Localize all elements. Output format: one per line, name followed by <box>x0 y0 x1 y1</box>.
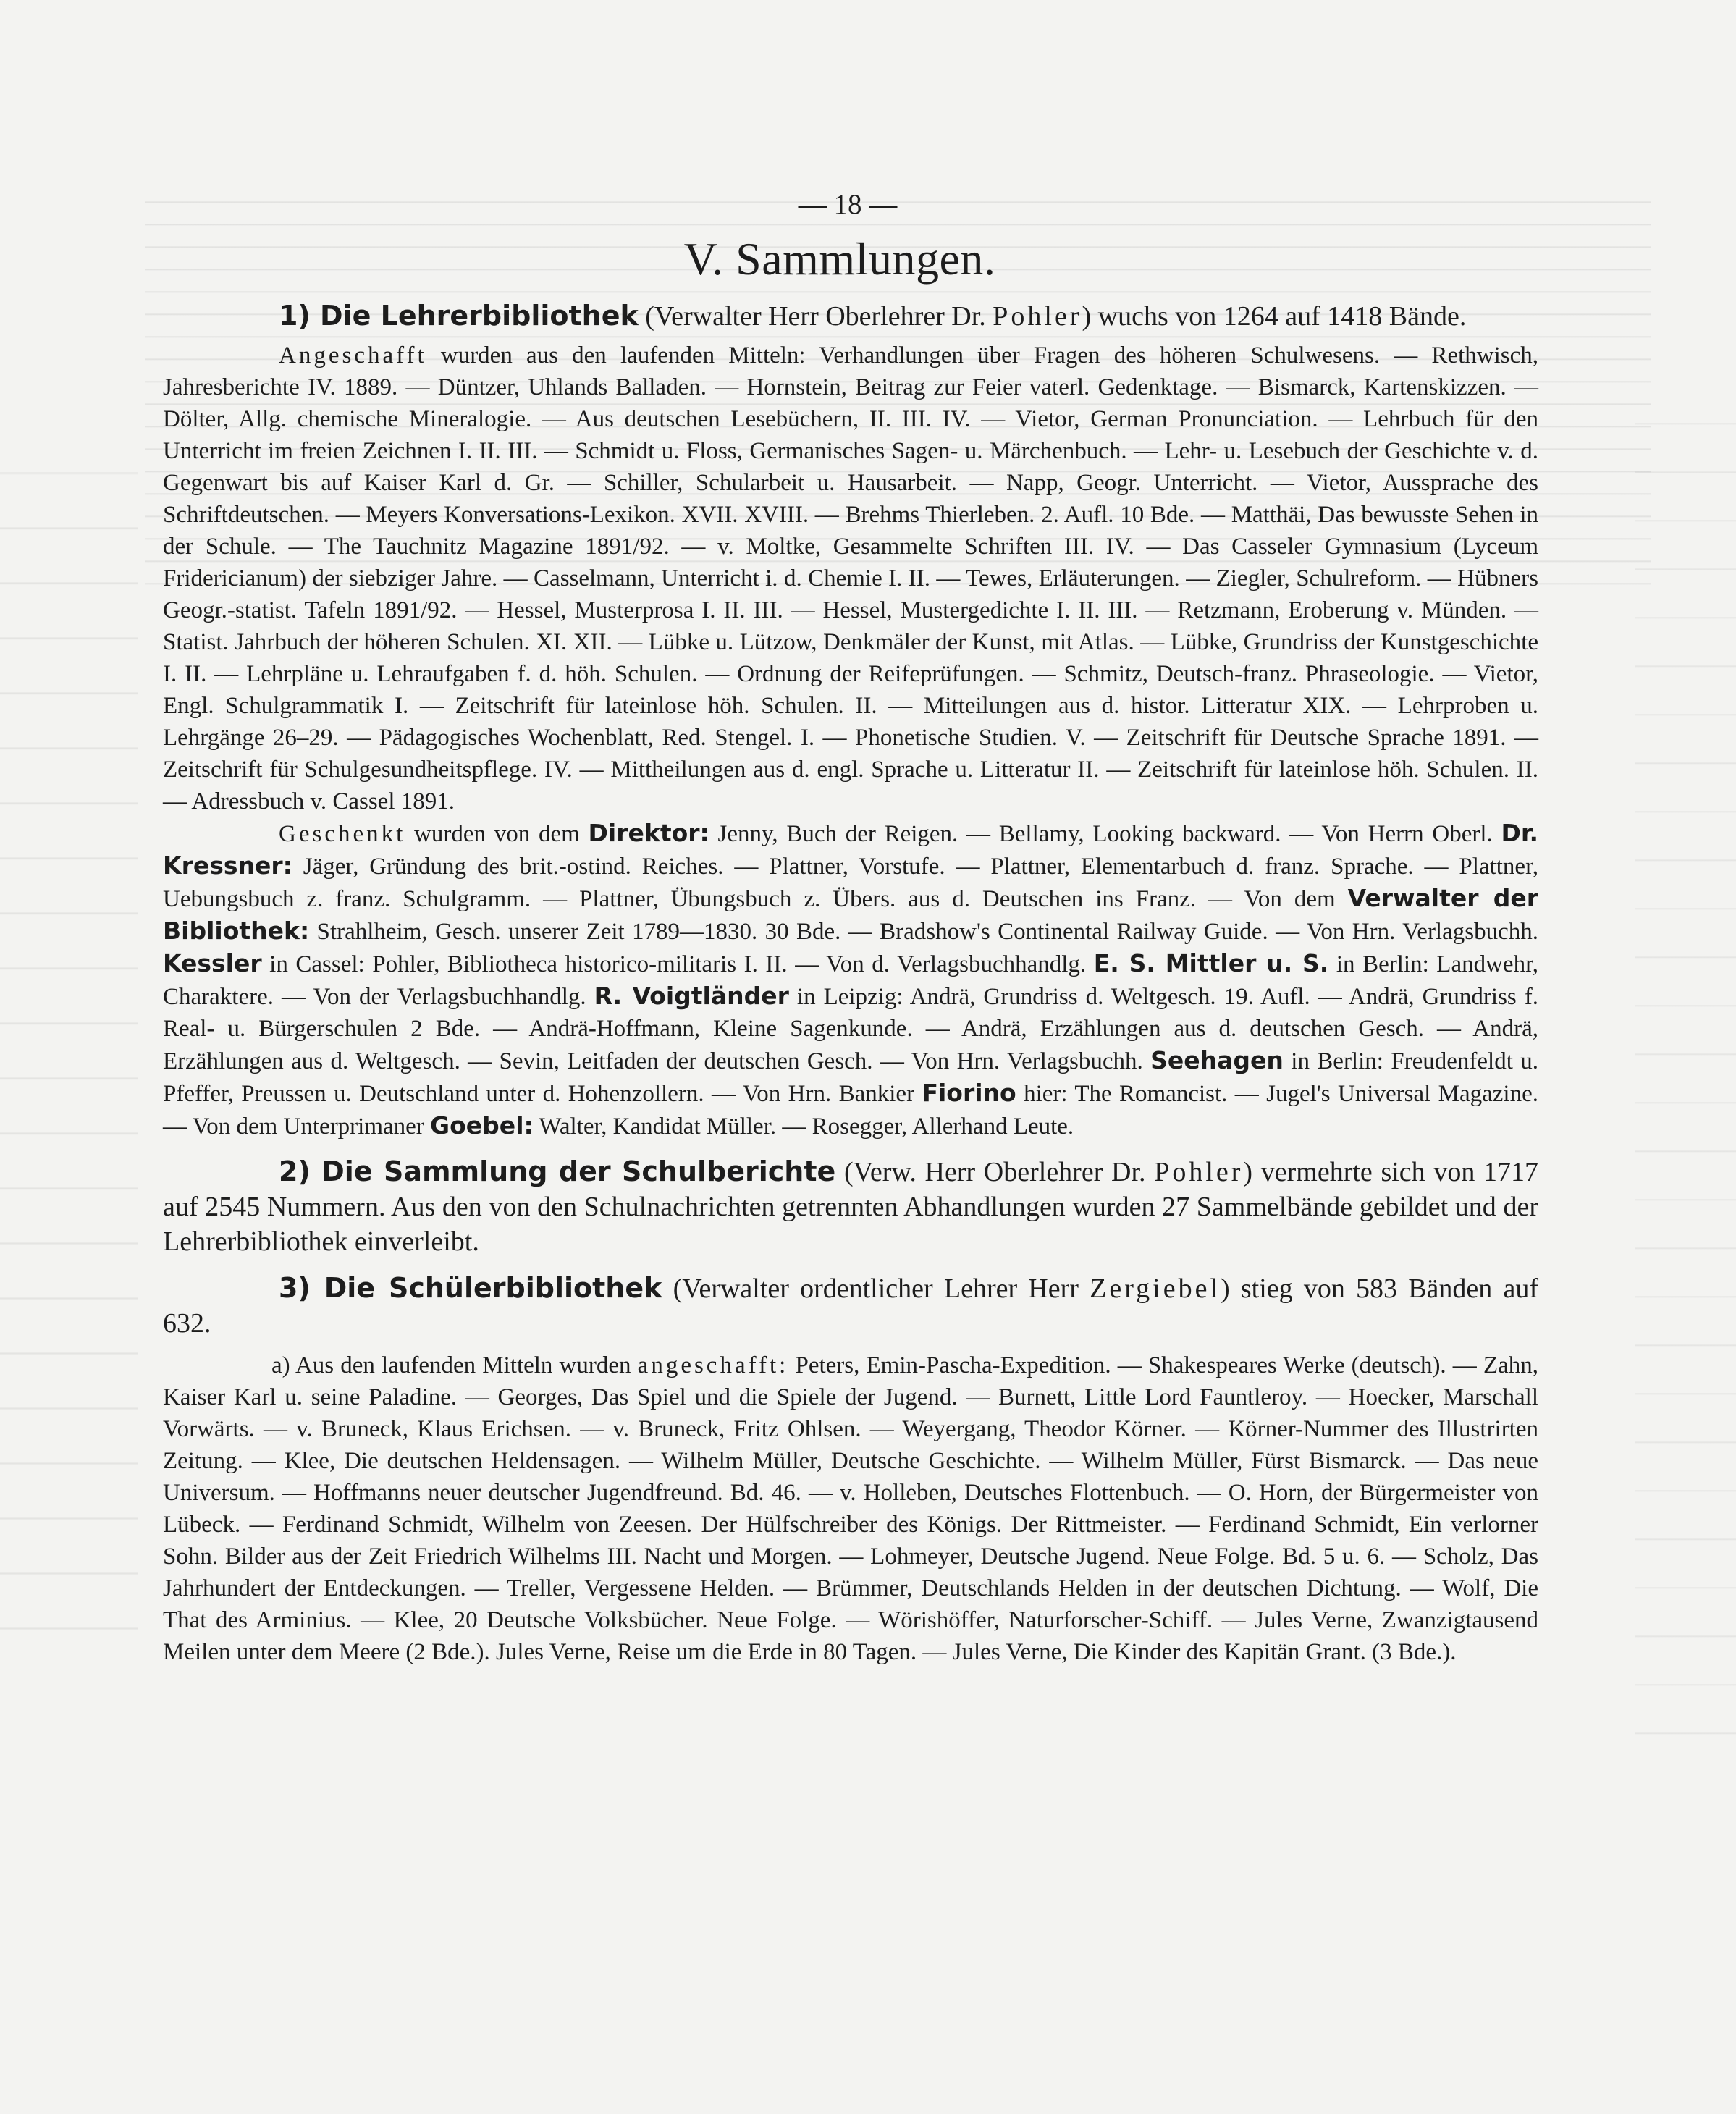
section1-acquired-list: wurden aus den laufenden Mitteln: Verhandlungen über Fragen des höheren Schulwesens. — Rethwisch, Jahresberichte IV. 1889. — Düntzer, Uhlands Balladen. — Hornstein, Beitrag zur Feier vaterl. Gedenktage. — Bismarck, Kartenskizzen. — Dölter, Allg. chemische Mineralogie. — Aus deutschen Lesebüchern, II. III. IV. — Vietor, German Pronunciation. — Lehrbuch für den Unterricht im freien Zeichnen I. II. III. — Schmidt u. Floss, Germanisches Sagen- u. Märchenbuch. — Lehr- u. Lesebuch der Geschichte v. d. Gegenwart bis auf Kaiser Karl d. Gr. — Schiller, Schularbeit u. Hausarbeit. — Napp, Geogr. Unterricht. — Vietor, Aussprache des Schriftdeutschen. — Meyers Konversations-Lexikon. XVII. XVIII. — Brehms Thierleben. 2. Aufl. 10 Bde. — Matthäi, Das bewusste Sehen in der Schule. — The Tauchnitz Magazine 1891/92. — v. Moltke, Gesammelte Schriften III. IV. — Das Casseler Gymnasium (Lyceum Fridericianum) der siebziger Jahre. — Casselmann, Unterricht i. d. Chemie I. II. — Tewes, Erläuterungen. — Ziegler, Schulreform. — Hübners Geogr.-statist. Tafeln 1891/92. — Hessel, Musterprosa I. II. III. — Hessel, Mustergedichte I. II. III. — Retzmann, Eroberung v. Münden. — Statist. Jahrbuch der höheren Schulen. XI. XII. — Lübke u. Lützow, Denkmäler der Kunst, mit Atlas. — Lübke, Grundriss der Kunstgeschichte I. II. — Lehrpläne u. Lehraufgaben f. d. höh. Schulen. — Ordnung der Reifeprüfungen. — Schmitz, Deutsch-franz. Phraseologie. — Vietor, Engl. Schulgrammatik I. — Zeitschrift für lateinlose höh. Schulen. II. — Mitteilungen aus d. histor. Litteratur XIX. — Lehrproben u. Lehrgänge 26–29. — Pädagogisches Wochenblatt, Red. Stengel. I. — Phonetische Studien. V. — Zeitschrift für Deutsche Sprache 1891. — Zeitschrift für Schulgesundheitspflege. IV. — Mittheilungen aus d. engl. Sprache u. Litteratur II. — Zeitschrift für lateinlose höh. Schulen. II. — Adressbuch v. Cassel 1891. <box>163 342 1538 814</box>
donor-mittler: E. S. Mittler u. S. <box>1093 949 1329 977</box>
section3-intro: (Verwalter ordentlicher Lehrer Herr <box>662 1273 1090 1304</box>
section3-acquired-paragraph <box>163 1349 1538 1668</box>
donor-voigtlaender: R. Voigtländer <box>594 982 789 1010</box>
section3-acquired-list: Peters, Emin-Pascha-Expedition. — Shakespeares Werke (deutsch). — Zahn, Kaiser Karl u. seine Paladine. — Georges, Das Spiel und die Spiele der Jugend. — Burnett, Little Lord Fauntleroy. — Hoecker, Marschall Vorwärts. — v. Bruneck, Klaus Erichsen. — v. Bruneck, Fritz Ohlsen. — Weyergang, Theodor Körner. — Körner-Nummer des Illustrirten Zeitung. — Klee, Die deutschen Heldensagen. — Wilhelm Müller, Deutsche Geschichte. — Wilhelm Müller, Fürst Bismarck. — Das neue Universum. — Hoffmanns neuer deutscher Jugendfreund. Bd. 46. — v. Holleben, Deutsches Flottenbuch. — O. Horn, der Bürgermeister von Lübeck. — Ferdinand Schmidt, Wilhelm von Zeesen. Der Hülfschreiber des Königs. Der Rittmeister. — Ferdinand Schmidt, Ein verlorner Sohn. Bilder aus der Zeit Friedrich Wilhelms III. Nacht und Morgen. — Lohmeyer, Deutsche Jugend. Neue Folge. Bd. 5 u. 6. — Scholz, Das Jahrhundert der Entdeckungen. — Treller, Vergessene Helden. — Brümmer, Deutschlands Helden in der deutschen Dichtung. — Wolf, Die That des Arminius. — Klee, 20 Deutsche Volksbücher. Neue Folge. — Wörishöffer, Naturforscher-Schiff. — Jules Verne, Zwanzigtausend Meilen unter dem Meere (2 Bde.). Jules Verne, Reise um die Erde in 80 Tagen. — Jules Verne, Die Kinder des Kapitän Grant. (3 Bde.). <box>163 1352 1538 1665</box>
donor-seehagen: Seehagen <box>1150 1046 1284 1074</box>
donor-fiorino: Fiorino <box>922 1079 1016 1107</box>
section3-person: Zergiebel <box>1090 1273 1221 1304</box>
section3-heading-paragraph <box>163 1271 1538 1341</box>
bleed-through-right <box>1635 376 1736 1752</box>
section1-gift-label: Geschenkt <box>279 821 406 847</box>
gift-part3: Strahlheim, Gesch. unserer Zeit 1789—1830. 30 Bde. — Bradshow's Continental Railway Guide. — Von Hrn. Verlagsbuchh. <box>309 919 1538 945</box>
section-title: V. Sammlungen. <box>683 233 996 285</box>
section3-acquired-prefix: a) Aus den laufenden Mitteln wurden <box>271 1352 638 1378</box>
donor-verwalter: Verwalter der Bibliothek: <box>163 884 1539 945</box>
section2-paragraph <box>163 1154 1538 1259</box>
section2-person: Pohler <box>1154 1157 1244 1187</box>
gift-part8: hier: The Romancist. — Jugel's Universal Magazine. — Von dem Unterprimaner <box>163 1081 1538 1140</box>
donor-goebel: Goebel: <box>430 1111 534 1140</box>
page-content <box>163 187 1538 1668</box>
section1-person: Pohler <box>993 301 1082 332</box>
section2-intro: (Verw. Herr Oberlehrer Dr. <box>835 1157 1155 1187</box>
gift-part1: Jenny, Buch der Reigen. — Bellamy, Looking backward. — Von Herrn Oberl. <box>709 821 1501 847</box>
gift-part2: Jäger, Gründung des brit.-ostind. Reiches. — Plattner, Vorstufe. — Plattner, Elementarbuch d. franz. Sprache. — Plattner, Uebungsbuch z. franz. Schulgramm. — Plattner, Übungsbuch z. Übers. aus d. Deutschen ins Franz. — Von dem <box>163 854 1538 912</box>
donor-director: Direktor: <box>588 819 709 847</box>
gift-part5: in Berlin: Landwehr, Charaktere. — Von der Verlagsbuchhandlg. <box>163 951 1538 1010</box>
section1-outro: ) wuchs von 1264 auf 1418 Bände. <box>1082 301 1467 332</box>
section1-heading-paragraph <box>163 298 1538 334</box>
page-number: — 18 — <box>798 189 898 220</box>
section2-label: 2) Die Sammlung der Schulberichte <box>279 1155 836 1187</box>
gift-part4: in Cassel: Pohler, Bibliotheca historico-militaris I. II. — Von d. Verlagsbuchhandlg. <box>261 951 1094 977</box>
section1-acquired-paragraph <box>163 340 1538 817</box>
section3-acquired-label: angeschafft: <box>637 1352 789 1378</box>
section1-intro: (Verwalter Herr Oberlehrer Dr. <box>638 301 993 332</box>
section1-label: 1) Die Lehrerbibliothek <box>279 300 639 332</box>
bleed-through-left <box>0 420 138 1651</box>
gift-part9: Walter, Kandidat Müller. — Rosegger, Allerhand Leute. <box>533 1113 1074 1140</box>
gift-part7: in Berlin: Freudenfeldt u. Pfeffer, Preussen u. Deutschland unter d. Hohenzollern. — Von Hrn. Bankier <box>163 1048 1538 1107</box>
gift-intro: wurden von dem <box>405 821 589 847</box>
section1-gift-paragraph <box>163 817 1538 1142</box>
section3-label: 3) Die Schülerbibliothek <box>279 1272 662 1304</box>
section3-outro: ) stieg von 583 Bänden auf 632. <box>163 1273 1538 1339</box>
gift-part6: in Leipzig: Andrä, Grundriss d. Weltgesch. 19. Aufl. — Andrä, Grundriss f. Real- u. Bürgerschulen 2 Bde. — Andrä-Hoffmann, Kleine Sagenkunde. — Andrä, Erzählungen aus d. deutschen Gesch. — Andrä, Erzählungen aus d. Weltgesch. — Sevin, Leitfaden der deutschen Gesch. — Von Hrn. Verlagsbuchh. <box>163 984 1538 1074</box>
section1-acquired-label: Angeschafft <box>279 342 427 369</box>
donor-kessler: Kessler <box>163 949 262 977</box>
donor-kressner: Dr. Kressner: <box>163 819 1538 880</box>
section2-outro: ) vermehrte sich von 1717 auf 2545 Nummern. Aus den von den Schulnachrichten getrennten Abhandlungen wurden 27 Sammelbände gebildet und der Lehrerbibliothek einverleibt. <box>163 1157 1538 1257</box>
